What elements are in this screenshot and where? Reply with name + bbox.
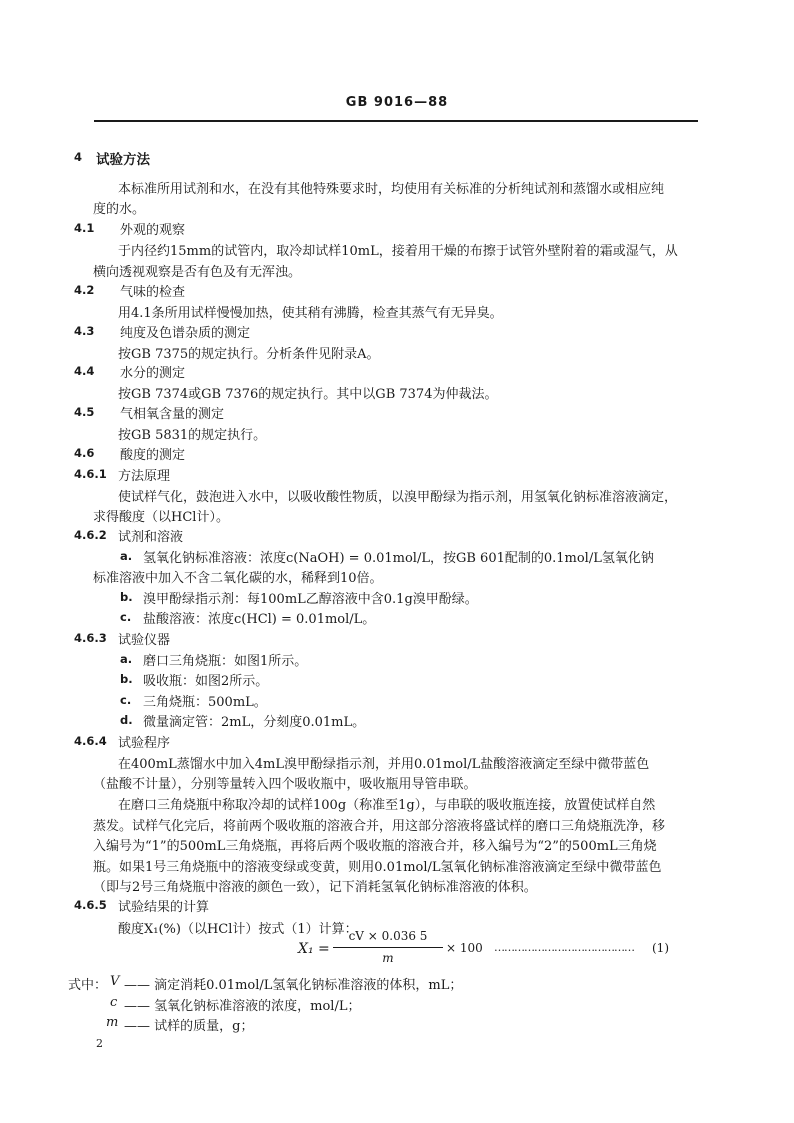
section-4-number: 4: [74, 150, 83, 164]
apparatus-item-c-text: 三角烧瓶：500mL。: [143, 695, 267, 710]
apparatus-item-d-label: d.: [120, 713, 133, 727]
where-symbol-m: m: [106, 1015, 119, 1030]
reagent-item-b-label: b.: [120, 590, 133, 604]
formula-denominator: m: [382, 951, 394, 965]
section-4-6-2-number: 4.6.2: [74, 528, 107, 542]
section-4-1-number: 4.1: [74, 221, 95, 235]
apparatus-item-a-text: 磨口三角烧瓶：如图1所示。: [143, 654, 308, 669]
section-4-4-number: 4.4: [74, 364, 95, 378]
section-4-2-number: 4.2: [74, 283, 95, 297]
formula-numerator: cV × 0.036 5: [348, 929, 428, 943]
apparatus-item-d-text: 微量滴定管：2mL，分刻度0.01mL。: [143, 715, 366, 730]
section-4-1-line2: 横向透视观察是否有色及有无浑浊。: [93, 265, 302, 280]
section-4-6-5-number: 4.6.5: [74, 898, 107, 912]
procedure-line1: 在400mL蒸馏水中加入4mL溴甲酚绿指示剂，并用0.01mol/L盐酸溶液滴定至绿中微带蓝色: [118, 757, 650, 772]
reagent-item-c-text: 盐酸溶液：浓度c(HCl) = 0.01mol/L。: [143, 612, 376, 627]
section-4-6-number: 4.6: [74, 446, 95, 460]
section-4-5-title: 气相氧含量的测定: [120, 407, 225, 422]
section-4-6-3-number: 4.6.3: [74, 631, 107, 645]
procedure-line3: 在磨口三角烧瓶中称取冷却的试样100g（称准至1g），与串联的吸收瓶连接，放置使试样自然: [118, 798, 656, 813]
reagent-item-c-label: c.: [120, 610, 132, 624]
apparatus-item-b-text: 吸收瓶：如图2所示。: [143, 674, 269, 689]
section-4-6-1-title: 方法原理: [118, 469, 171, 484]
reagent-item-a-line1: 氢氧化钠标准溶液：浓度c(NaOH) = 0.01mol/L，按GB 601配制的0.1mol/L氢氧化钠: [143, 551, 654, 566]
document-header: GB 9016—88: [345, 95, 449, 110]
section-4-6-3-title: 试验仪器: [118, 633, 171, 648]
formula-leader-dots: ……………………………………: [494, 941, 634, 954]
section-4-2-line1: 用4.1条所用试样慢慢加热，使其稍有沸腾，检查其蒸气有无异臭。: [118, 306, 503, 321]
where-symbol-c: c: [110, 995, 118, 1010]
section-4-6-2-title: 试剂和溶液: [118, 530, 184, 545]
procedure-line7: （即与2号三角烧瓶中溶液的颜色一致），记下消耗氢氧化钠标准溶液的体积。: [93, 880, 537, 895]
section-4-intro-line2: 度的水。: [93, 202, 146, 217]
section-4-2-title: 气味的检查: [120, 285, 186, 300]
section-4-5-line1: 按GB 5831的规定执行。: [118, 428, 267, 443]
formula-lhs: X₁ =: [298, 941, 330, 957]
section-4-intro-line1: 本标准所用试剂和水，在没有其他特殊要求时，均使用有关标准的分析纯试剂和蒸馏水或相应纯: [118, 182, 665, 197]
section-4-6-1-line2: 求得酸度（以HCl计）。: [93, 510, 229, 525]
procedure-line4: 蒸发。试样气化完后，将前两个吸收瓶的溶液合并，用这部分溶液将盛试样的磨口三角烧瓶洗净，移: [93, 819, 666, 834]
formula-number: (1): [652, 941, 669, 955]
reagent-item-b-text: 溴甲酚绿指示剂：每100mL乙醇溶液中含0.1g溴甲酚绿。: [143, 592, 478, 607]
procedure-line5: 入编号为“1”的500mL三角烧瓶，再将后两个吸收瓶的溶液合并，移入编号为“2”的500mL三角烧: [93, 839, 657, 854]
procedure-line6: 瓶。如果1号三角烧瓶中的溶液变绿或变黄，则用0.01mol/L氢氧化钠标准溶液滴定至绿中微带蓝色: [93, 860, 662, 875]
section-4-4-title: 水分的测定: [120, 366, 186, 381]
formula-fraction-bar: [333, 947, 443, 948]
page-number: 2: [96, 1037, 103, 1050]
apparatus-item-a-label: a.: [120, 652, 133, 666]
section-4-title: 试验方法: [96, 152, 150, 168]
section-4-6-1-number: 4.6.1: [74, 467, 107, 481]
section-4-6-title: 酸度的测定: [120, 448, 186, 463]
where-desc-v: —— 滴定消耗0.01mol/L氢氧化钠标准溶液的体积，mL；: [124, 978, 463, 993]
formula-multiplier: × 100: [446, 941, 483, 955]
section-4-6-5-title: 试验结果的计算: [118, 900, 210, 915]
section-4-6-4-number: 4.6.4: [74, 734, 107, 748]
section-4-3-line1: 按GB 7375的规定执行。分析条件见附录A。: [118, 347, 380, 362]
section-4-4-line1: 按GB 7374或GB 7376的规定执行。其中以GB 7374为仲裁法。: [118, 387, 498, 402]
apparatus-item-b-label: b.: [120, 672, 133, 686]
reagent-item-a-line2: 标准溶液中加入不含二氧化碳的水，稀释到10倍。: [93, 571, 383, 586]
where-symbol-v: V: [110, 974, 120, 989]
section-4-6-1-line1: 使试样气化，鼓泡进入水中，以吸收酸性物质，以溴甲酚绿为指示剂，用氢氧化钠标准溶液滴定，: [118, 490, 678, 505]
where-desc-m: —— 试样的质量，g；: [124, 1019, 254, 1034]
header-rule: [94, 120, 698, 122]
where-prefix: 式中：: [68, 978, 108, 993]
section-4-1-title: 外观的观察: [120, 223, 186, 238]
apparatus-item-c-label: c.: [120, 693, 132, 707]
section-4-3-number: 4.3: [74, 324, 95, 338]
calculation-intro: 酸度X₁(%)（以HCl计）按式（1）计算：: [118, 922, 358, 937]
where-desc-c: —— 氢氧化钠标准溶液的浓度，mol/L；: [124, 999, 361, 1014]
procedure-line2: （盐酸不计量），分别等量转入四个吸收瓶中，吸收瓶用导管串联。: [93, 777, 477, 792]
section-4-5-number: 4.5: [74, 405, 95, 419]
section-4-6-4-title: 试验程序: [118, 736, 171, 751]
section-4-1-line1: 于内径约15mm的试管内，取冷却试样10mL，接着用干燥的布擦于试管外壁附着的霜或湿气，从: [118, 244, 678, 259]
section-4-3-title: 纯度及色谱杂质的测定: [120, 326, 251, 341]
reagent-item-a-label: a.: [120, 549, 133, 563]
